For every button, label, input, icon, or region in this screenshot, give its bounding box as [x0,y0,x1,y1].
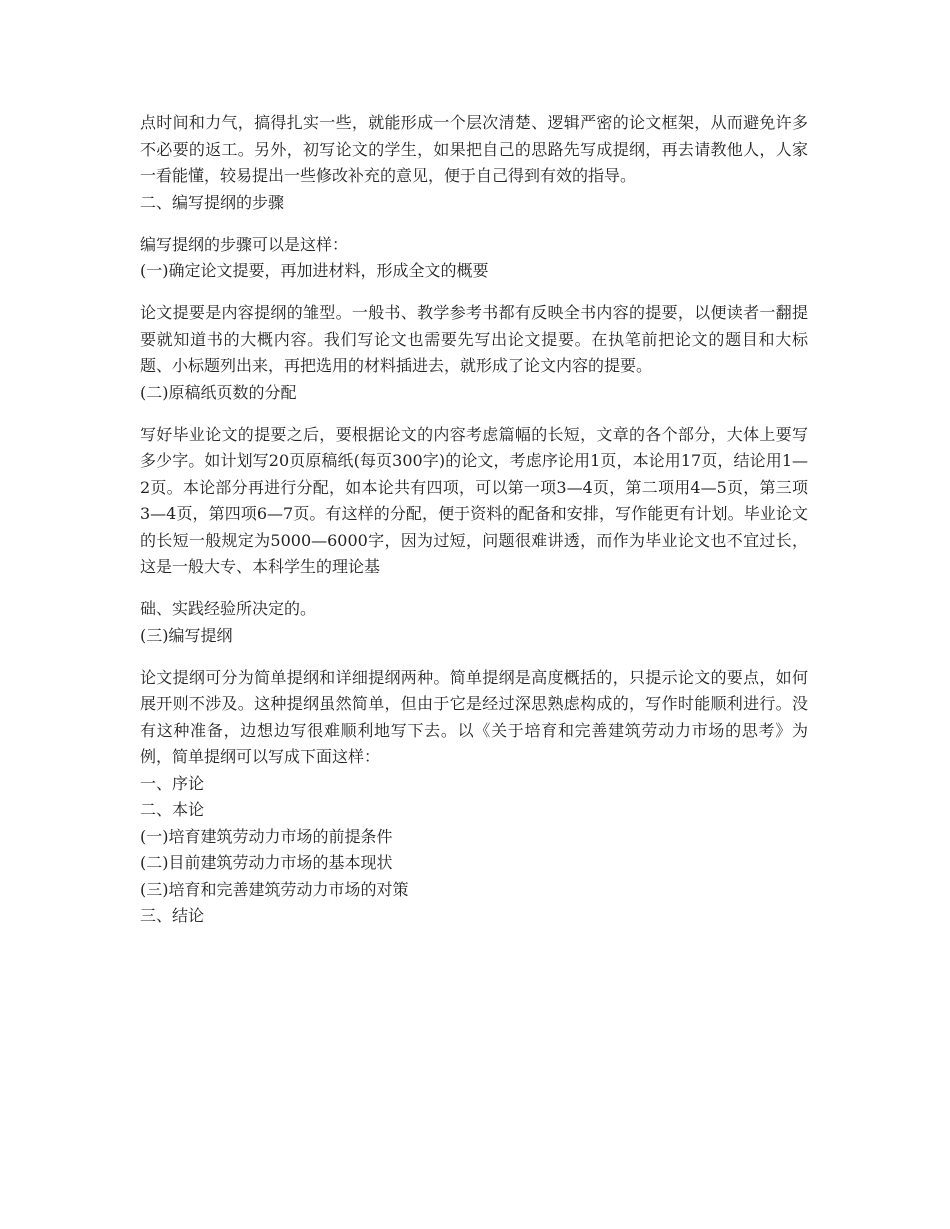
paragraph-intro-continuation: 点时间和力气，搞得扎实一些，就能形成一个层次清楚、逻辑严密的论文框架，从而避免许多不必要的返工。另外，初写论文的学生，如果把自己的思路先写成提纲，再去请教他人，人家一看能懂，较易提出一些修改补充的意见，便于自己得到有效的指导。 [140,113,808,185]
subheading-abstract: (一)确定论文提要，再加进材料，形成全文的概要 [140,261,489,280]
subheading-write-outline: (三)编写提纲 [140,625,233,645]
outline-subitem-3: (三)培育和完善建筑劳动力市场的对策 [140,879,409,899]
paragraph-outline-types: 论文提纲可分为简单提纲和详细提纲两种。简单提纲是高度概括的，只提示论文的要点，如何展开则不涉及。这种提纲虽然简单，但由于它是经过深思熟虑构成的，写作时能顺利进行。没有这种准备，边想边写很难顺利地写下去。以《关于培育和完善建筑劳动力市场的思考》为例，简单提纲可以写成下面这样： [140,667,808,766]
section-heading-outline-steps: 二、编写提纲的步骤 [140,192,285,212]
outline-item-body: 二、本论 [140,800,205,819]
outline-item-conclusion: 三、结论 [140,906,205,925]
document-page [140,110,808,930]
outline-item-introduction: 一、序论 [140,773,205,793]
paragraph-page-allocation: 写好毕业论文的提要之后，要根据论文的内容考虑篇幅的长短，文章的各个部分，大体上要写多少字。如计划写20页原稿纸(每页300字)的论文，考虑序论用1页，本论用17页，结论用1—2页。本论部分再进行分配，如本论共有四项，可以第一项3—4页，第二项用4—5页，第三项3—4页，第四项6—7页。有这样的分配，便于资料的配备和安排，写作能更有计划。毕业论文的长短一般规定为5000—6000字，因为过短，问题很难讲透，而作为毕业论文也不宜过长，这是一般大专、本科学生的理论基 [140,424,808,576]
outline-subitem-1: (一)培育建筑劳动力市场的前提条件 [140,826,393,846]
subheading-page-allocation: (二)原稿纸页数的分配 [140,382,297,402]
outline-subitem-2: (二)目前建筑劳动力市场的基本现状 [140,853,393,872]
paragraph-abstract: 论文提要是内容提纲的雏型。一般书、教学参考书都有反映全书内容的提要，以便读者一翻提要就知道书的大概内容。我们写论文也需要先写出论文提要。在执笔前把论文的题目和大标题、小标题列出来，再把选用的材料插进去，就形成了论文内容的提要。 [140,303,808,375]
paragraph-page-allocation-end: 础、实践经验所决定的。 [140,599,317,618]
paragraph-steps-intro: 编写提纲的步骤可以是这样： [140,234,349,254]
